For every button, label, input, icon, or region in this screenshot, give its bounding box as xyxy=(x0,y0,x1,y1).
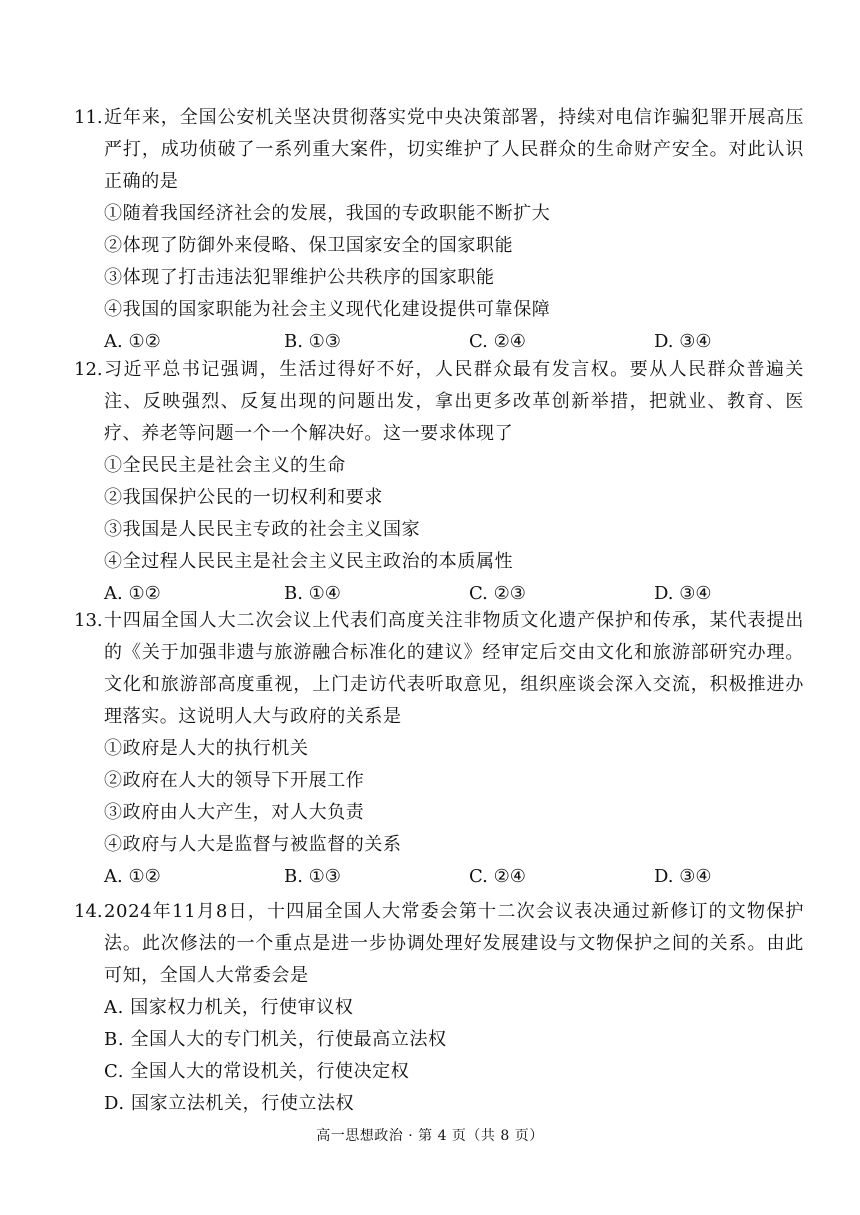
option-d: D. 国家立法机关，行使立法权 xyxy=(104,1093,355,1114)
option-a: A. 国家权力机关，行使审议权 xyxy=(104,997,354,1018)
option-d: D. ③④ xyxy=(654,583,712,604)
option-c: C. 全国人大的常设机关，行使决定权 xyxy=(104,1061,410,1082)
question-stem xyxy=(74,605,804,733)
statement-list xyxy=(74,450,804,578)
page-footer: 高一思想政治 · 第 4 页（共 8 页） xyxy=(316,1128,544,1144)
statement-item: ③体现了打击违法犯罪维护公共秩序的国家职能 xyxy=(104,267,495,288)
option-a: A. ①② xyxy=(104,331,161,352)
option-b: B. 全国人大的专门机关，行使最高立法权 xyxy=(104,1029,447,1050)
statement-item: ④我国的国家职能为社会主义现代化建设提供可靠保障 xyxy=(104,299,551,320)
statement-item: ④政府与人大是监督与被监督的关系 xyxy=(104,834,402,855)
question-14 xyxy=(74,896,804,1120)
question-number: 13. xyxy=(74,610,103,631)
option-d: D. ③④ xyxy=(654,331,712,352)
question-stem xyxy=(74,102,804,198)
option-b: B. ①③ xyxy=(284,331,341,352)
statement-list xyxy=(74,198,804,326)
statement-item: ②政府在人大的领导下开展工作 xyxy=(104,770,365,791)
question-number: 12. xyxy=(74,359,103,380)
option-c: C. ②④ xyxy=(469,866,526,887)
statement-item: ①政府是人大的执行机关 xyxy=(104,738,309,759)
question-text: 十四届全国人大二次会议上代表们高度关注非物质文化遗产保护和传承，某代表提出的《关于加强非遗与旅游融合标准化的建议》经审定后交由文化和旅游部研究办理。文化和旅游部高度重视，上门走访代表听取意见，组织座谈会深入交流，积极推进办理落实。这说明人大与政府的关系是 xyxy=(104,610,804,727)
question-text: 2024年11月8日，十四届全国人大常委会第十二次会议表决通过新修订的文物保护法。此次修法的一个重点是进一步协调处理好发展建设与文物保护之间的关系。由此可知，全国人大常委会是 xyxy=(104,901,804,986)
statement-item: ③政府由人大产生，对人大负责 xyxy=(104,802,365,823)
option-a: A. ①② xyxy=(104,583,161,604)
statement-item: ②体现了防御外来侵略、保卫国家安全的国家职能 xyxy=(104,235,514,256)
statement-item: ④全过程人民民主是社会主义民主政治的本质属性 xyxy=(104,551,514,572)
answer-options xyxy=(74,861,804,893)
statement-item: ②我国保护公民的一切权利和要求 xyxy=(104,487,383,508)
statement-item: ①全民民主是社会主义的生命 xyxy=(104,455,346,476)
option-c: C. ②③ xyxy=(469,583,526,604)
question-number: 14. xyxy=(74,901,103,922)
option-c: C. ②④ xyxy=(469,331,526,352)
statement-item: ③我国是人民民主专政的社会主义国家 xyxy=(104,519,421,540)
option-a: A. ①② xyxy=(104,866,161,887)
question-stem xyxy=(74,896,804,992)
question-stem xyxy=(74,354,804,450)
question-13 xyxy=(74,605,804,893)
question-text: 近年来，全国公安机关坚决贯彻落实党中央决策部署，持续对电信诈骗犯罪开展高压严打，成功侦破了一系列重大案件，切实维护了人民群众的生命财产安全。对此认识正确的是 xyxy=(104,107,804,192)
answer-options xyxy=(74,992,804,1120)
option-b: B. ①④ xyxy=(284,583,341,604)
question-11 xyxy=(74,102,804,358)
option-d: D. ③④ xyxy=(654,866,712,887)
statement-list xyxy=(74,733,804,861)
question-text: 习近平总书记强调，生活过得好不好，人民群众最有发言权。要从人民群众普遍关注、反映强烈、反复出现的问题出发，拿出更多改革创新举措，把就业、教育、医疗、养老等问题一个一个解决好。这一要求体现了 xyxy=(104,359,804,444)
question-number: 11. xyxy=(74,107,103,128)
option-b: B. ①③ xyxy=(284,866,341,887)
statement-item: ①随着我国经济社会的发展，我国的专政职能不断扩大 xyxy=(104,203,551,224)
question-12 xyxy=(74,354,804,610)
